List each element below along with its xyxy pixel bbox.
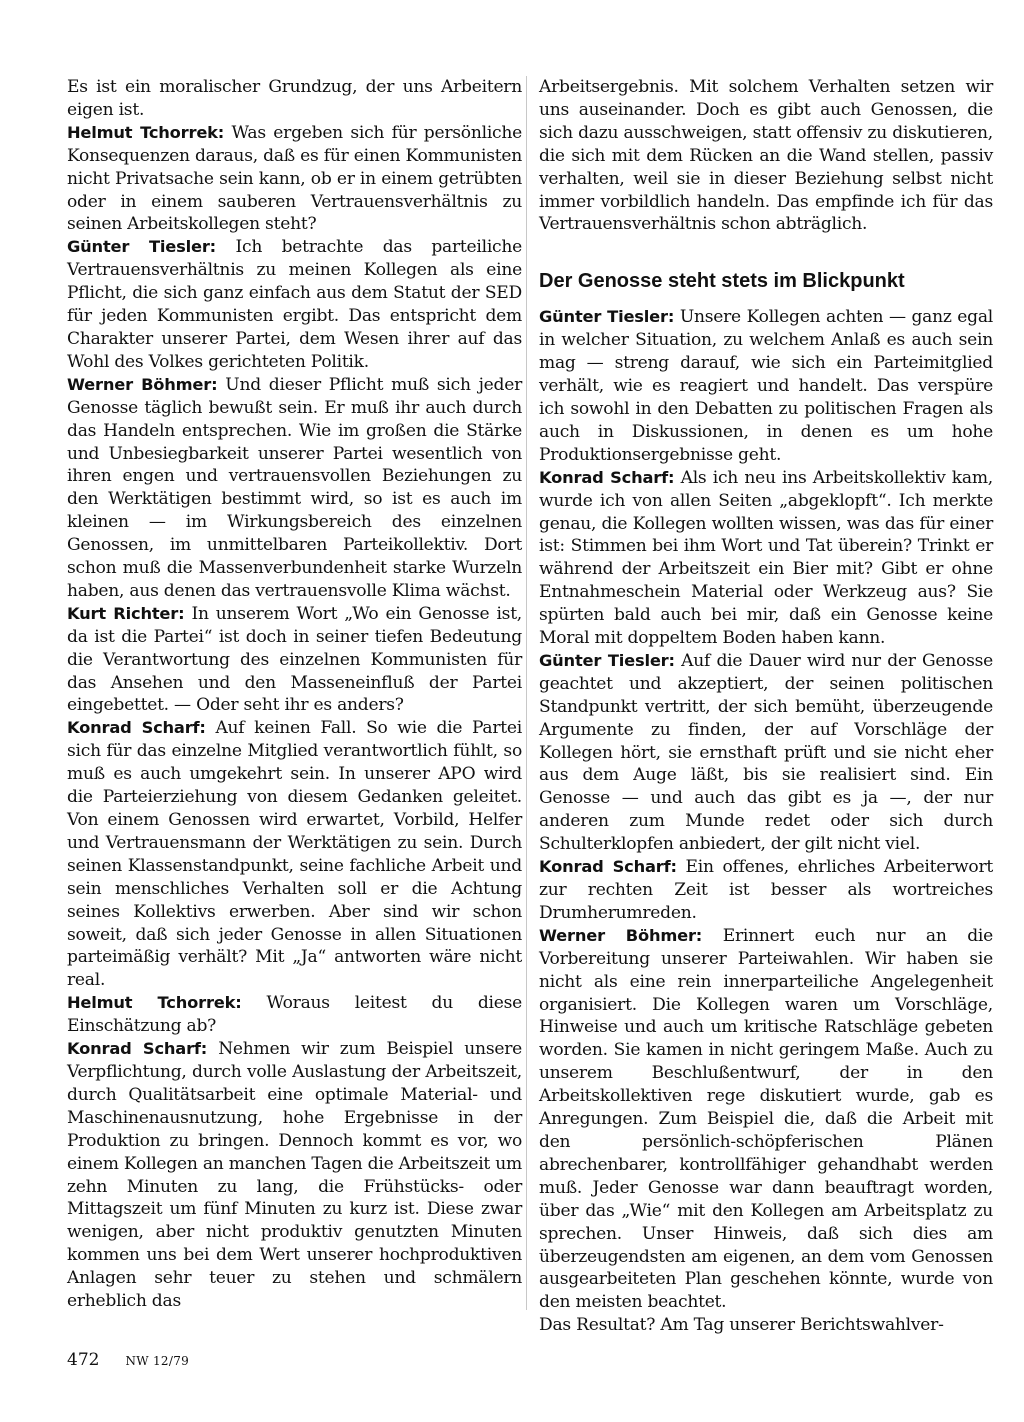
speaker-name: Konrad Scharf:	[539, 467, 675, 487]
paragraph	[67, 1038, 522, 1313]
paragraph-text: Woraus leitest du diese Einschätzung ab?	[67, 993, 522, 1037]
paragraph-text: Nehmen wir zum Beispiel unsere Verpflichtung, durch volle Auslastung der Arbeitszeit, durch Qualitätsarbeit eine optimale Material- und Maschinenausnutzung, hohe Ergebnisse in der Produktion zu bringen. Dennoch kommt es vor, wo einem Kollegen an manchen Tagen die Arbeitszeit um zehn Minuten zu lang, die Frühstücks- oder Mittagszeit um fünf Minuten zu kurz ist. Diese zwar wenigen, aber nicht produktiv genutzten Minuten kommen uns bei dem Wert unserer hochproduktiven Anlagen sehr teuer zu stehen und schmälern erheblich das	[67, 1039, 522, 1312]
paragraph	[67, 236, 522, 373]
speaker-name: Werner Böhmer:	[539, 925, 703, 945]
speaker-name: Konrad Scharf:	[67, 1039, 208, 1059]
paragraph-text: Auf keinen Fall. So wie die Partei sich für das einzelne Mitglied verantwortlich fühlt, so muß es auch umgekehrt sein. In unserer APO wird die Parteierziehung von diesem Gedanken geleitet. Von einem Genossen wird erwartet, Vorbild, Helfer und Vertrauensmann der Werktätigen zu sein. Durch seinen Klassenstandpunkt, seine fachliche Arbeit und sein menschliches Verhalten soll er die Achtung seines Kollektivs erwerben. Aber sind wir schon soweit, daß sich jeder Genosse in allen Situationen parteimäßig verhält? Mit „Ja“ antworten wäre nicht real.	[67, 718, 522, 991]
speaker-name: Konrad Scharf:	[67, 718, 206, 738]
paragraph	[539, 650, 993, 856]
paragraph: Das Resultat? Am Tag unserer Berichtswahlver-	[539, 1315, 944, 1336]
paragraph	[539, 856, 993, 925]
page-number: 472	[67, 1350, 100, 1370]
paragraph-text: Ein offenes, ehrliches Arbeiterwort zur rechten Zeit ist besser als wortreiches Drumherumreden.	[539, 857, 993, 923]
paragraph-text: In unserem Wort „Wo ein Genosse ist, da ist die Partei“ ist doch in seiner tiefen Bedeutung die Verantwortung des einzelnen Kommunisten für das Ansehen und den Masseneinfluß der Partei eingebettet. — Oder seht ihr es anders?	[67, 603, 522, 716]
section-heading: Der Genosse steht stets im Blickpunkt	[539, 270, 905, 293]
speaker-name: Günter Tiesler:	[539, 650, 675, 670]
paragraph	[67, 374, 522, 603]
paragraph-text: Unsere Kollegen achten — ganz egal in welcher Situation, zu welchem Anlaß es auch sein mag — streng darauf, wie sich ein Parteimitglied verhält, wie es reagiert und handelt. Das verspüre ich sowohl in den Debatten zu politischen Fragen als auch in Diskussionen, in denen es um hohe Produktionsergebnisse geht.	[539, 307, 994, 465]
right-column	[539, 76, 993, 1337]
paragraph: Arbeitsergebnis. Mit solchem Verhalten setzen wir uns auseinander. Doch es gibt auch Genossen, die sich dazu ausschweigen, statt offensiv zu diskutieren, die sich mit dem Rücken an die Wand stellen, passiv verhalten, weil sie in dieser Beziehung selbst nicht immer vorbildlich handeln. Das empfinde ich für das Vertrauensverhältnis schon abträglich.	[539, 77, 993, 235]
paragraph	[67, 992, 522, 1038]
left-column	[67, 76, 522, 1313]
paragraph-text: Was ergeben sich für persönliche Konsequenzen daraus, daß es für einen Kommunisten nicht Privatsache sein kann, ob er in einem getrübten oder in einem sauberen Vertrauensverhältnis zu seinen Arbeitskollegen steht?	[67, 122, 522, 235]
paragraph-text: Erinnert euch nur an die Vorbereitung unserer Parteiwahlen. Wir haben sie nicht als eine rein innerparteiliche Angelegenheit organisiert. Die Kollegen waren um Vorschläge, Hinweise und auch um kritische Ratschläge gebeten worden. Sie kamen in nicht geringem Maße. Auch zu unserem Beschlußentwurf, der in den Arbeitskollektiven rege diskutiert wurde, gab es Anregungen. Zum Beispiel die, daß die Arbeit mit den persönlich-schöpferischen Plänen abrechenbarer, kontrollfähiger gehandhabt werden muß. Jeder Genosse war dann beauftragt worden, über das „Wie“ mit den Kollegen am Arbeitsplatz zu sprechen. Unser Hinweis, daß sich dies am überzeugendsten am eigenen, an dem vom Genossen ausgearbeiteten Plan geschehen könnte, wurde von den meisten beachtet.	[539, 925, 993, 1313]
paragraph	[67, 717, 522, 992]
paragraph-text: Ich betrachte das parteiliche Vertrauensverhältnis zu meinen Kollegen als eine Pflicht, die sich ganz einfach aus dem Statut der SED für jeden Kommunisten ergibt. Das entspricht dem Charakter unserer Partei, dem Wesen ihrer auf das Wohl des Volkes gerichteten Politik.	[67, 237, 522, 372]
speaker-name: Günter Tiesler:	[539, 307, 675, 327]
column-divider	[526, 76, 527, 1310]
page-footer	[67, 1350, 189, 1370]
paragraph: Es ist ein moralischer Grundzug, der uns Arbeitern eigen ist.	[67, 77, 522, 120]
speaker-name: Kurt Richter:	[67, 603, 185, 623]
speaker-name: Helmut Tchorrek:	[67, 122, 225, 142]
paragraph-text: Und dieser Pflicht muß sich jeder Genosse täglich bewußt sein. Er muß ihr auch durch das Handeln entsprechen. Wie im großen die Stärke und Unbesiegbarkeit unserer Partei wesentlich von ihren engen und vertrauensvollen Beziehungen zu den Werktätigen bestimmt wird, so ist es auch im kleinen — im Wirkungsbereich des einzelnen Genossen, im unmittelbaren Parteikollektiv. Dort schon muß die Massenverbundenheit starke Wurzeln haben, aus denen das vertrauensvolle Klima wächst.	[67, 374, 522, 601]
paragraph	[539, 467, 993, 650]
speaker-name: Werner Böhmer:	[67, 374, 218, 394]
paragraph-text: Auf die Dauer wird nur der Genosse geachtet und akzeptiert, der seinen politischen Standpunkt vertritt, der sich bemüht, überzeugende Argumente zu finden, der auf Vorschläge der Kollegen hört, sie ernsthaft prüft und sie nicht eher aus dem Auge läßt, bis sie realisiert sind. Ein Genosse — und auch das gibt es ja —, der nur anderen zum Munde redet oder sich durch Schulterklopfen anbiedert, der gilt nicht viel.	[539, 650, 994, 855]
issue-label: NW 12/79	[125, 1354, 190, 1368]
speaker-name: Konrad Scharf:	[539, 857, 677, 877]
paragraph	[539, 925, 993, 1314]
paragraph-text: Als ich neu ins Arbeitskollektiv kam, wurde ich von allen Seiten „abgeklopft“. Ich merkte genau, die Kollegen wollten wissen, was das für einer ist: Stimmen bei ihm Wort und Tat überein? Trinkt er während der Arbeitszeit ein Bier mit? Gibt er ohne Entnahmeschein Material oder Werkzeug aus? Sie spürten bald auch bei mir, daß ein Genosse keine Moral mit doppeltem Boden haben kann.	[539, 467, 993, 649]
speaker-name: Helmut Tchorrek:	[67, 993, 242, 1013]
paragraph	[67, 603, 522, 718]
paragraph	[67, 122, 522, 237]
speaker-name: Günter Tiesler:	[67, 237, 216, 257]
paragraph	[539, 306, 993, 466]
